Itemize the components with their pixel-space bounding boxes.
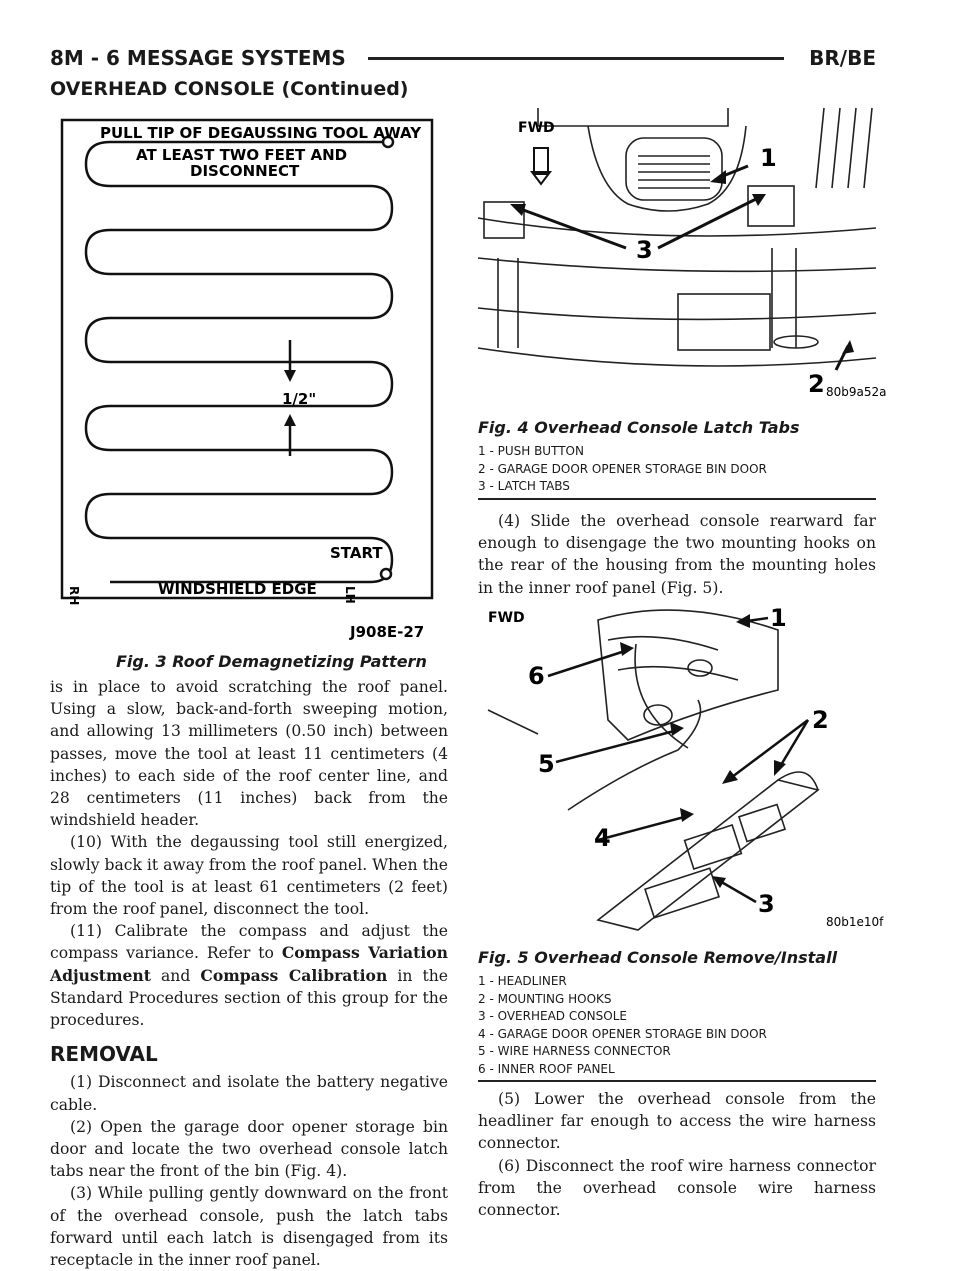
fig3-label-start: START [330, 544, 383, 562]
fig4-caption: Fig. 4 Overhead Console Latch Tabs [478, 418, 800, 437]
step-11-text-a: (11) Calibrate the compass and adjust the compass variance. Refer to [50, 922, 448, 963]
step-11-ref-variation: Compass Variation Adjustment [50, 943, 449, 985]
left-column-text [50, 676, 448, 1271]
removal-step-2: (2) Open the garage door opener storage bin door and locate the two overhead console latch tabs near the front of the bin (Fig. 4). [50, 1117, 448, 1181]
fig5-callout-2: 2 [812, 706, 829, 734]
fig5-legend [478, 973, 876, 1078]
fig5-illustration [478, 600, 884, 940]
step-11 [50, 920, 448, 1031]
fig3-label-rh: RH [67, 586, 81, 606]
step-5: (5) Lower the overhead console from the headliner far enough to access the wire harness connector. [478, 1090, 876, 1153]
step-4-text [478, 510, 876, 599]
fig5-code: 80b1e10f [826, 915, 884, 929]
step-10: (10) With the degaussing tool still energized, slowly back it away from the roof panel. When the tip of the tool is at least 61 centimeters (2 feet) from the roof panel, disconnect the tool. [50, 833, 448, 919]
fig4-illustration [478, 108, 887, 408]
page-label: 8M - 6 MESSAGE SYSTEMS [50, 46, 346, 70]
removal-step-3: (3) While pulling gently downward on the front of the overhead console, push the latch tabs forward until each latch is disengaged from its receptacle in the inner roof panel. [50, 1184, 448, 1270]
fig4-legend-item: 3 - LATCH TABS [478, 479, 570, 493]
fig4-code: 80b9a52a [826, 385, 887, 399]
removal-step-1: (1) Disconnect and isolate the battery negative cable. [50, 1073, 448, 1114]
fig5-caption: Fig. 5 Overhead Console Remove/Install [478, 948, 838, 967]
fig4-fwd-label: FWD [518, 120, 555, 136]
fig4-legend-item: 2 - GARAGE DOOR OPENER STORAGE BIN DOOR [478, 461, 767, 476]
fig3-diagram [50, 112, 460, 652]
step-6: (6) Disconnect the roof wire harness connector from the overhead console wire harness connector. [478, 1156, 876, 1220]
step-11-text-c: and [150, 966, 201, 985]
section-subtitle: OVERHEAD CONSOLE (Continued) [50, 78, 409, 100]
fig4-legend-item: 1 - PUSH BUTTON [478, 444, 584, 458]
page-header [50, 42, 876, 72]
fig3-label-lh: LH [343, 586, 357, 604]
header-rule [368, 57, 784, 60]
fig5-legend-item: 4 - GARAGE DOOR OPENER STORAGE BIN DOOR [478, 1026, 767, 1041]
step-11-text-e: in the Standard Procedures section of this group for the procedures. [50, 966, 448, 1030]
fig4-callout-1: 1 [760, 144, 777, 172]
fig5-callout-3: 3 [758, 890, 775, 918]
steps-5-6-text [478, 1088, 876, 1221]
figure-4 [478, 108, 887, 498]
fig3-label-half: 1/2" [282, 390, 317, 408]
fig5-callout-1: 1 [770, 604, 787, 632]
fig5-legend-item: 5 - WIRE HARNESS CONNECTOR [478, 1044, 671, 1058]
fig5-legend-item: 3 - OVERHEAD CONSOLE [478, 1009, 627, 1023]
figure-3 [50, 112, 460, 672]
fig4-legend [478, 443, 876, 496]
fig4-callout-2: 2 [808, 370, 825, 398]
fig4-rule [478, 498, 876, 500]
fig3-label-top1: PULL TIP OF DEGAUSSING TOOL AWAY [100, 124, 422, 142]
fig5-legend-item: 6 - INNER ROOF PANEL [478, 1061, 615, 1076]
fig3-label-top2: AT LEAST TWO FEET AND [136, 146, 348, 164]
figure-5 [478, 600, 884, 1080]
fig3-code: J908E-27 [350, 623, 425, 641]
fig5-legend-item: 1 - HEADLINER [478, 974, 567, 988]
fig5-callout-4: 4 [594, 824, 611, 852]
fig3-label-top3: DISCONNECT [190, 162, 300, 180]
fig5-fwd-label: FWD [488, 610, 525, 626]
fig5-callout-5: 5 [538, 750, 555, 778]
step-4: (4) Slide the overhead console rearward far enough to disengage the two mounting hooks on the rear of the housing from the mounting holes in the inner roof panel (Fig. 5). [478, 512, 876, 597]
removal-heading: REMOVAL [50, 1042, 158, 1067]
paragraph: is in place to avoid scratching the roof panel. Using a slow, back-and-forth sweeping motion, and allowing 13 millimeters (0.50 inch) between passes, move the tool at least 11 centimeters (4 inches) to each side of the roof center line, and 28 centimeters (11 inches) back from the windshield header. [50, 678, 448, 830]
fig3-caption: Fig. 3 Roof Demagnetizing Pattern [116, 652, 427, 671]
fig4-callout-3: 3 [636, 236, 653, 264]
model-code: BR/BE [809, 46, 876, 70]
step-11-ref-calibration: Compass Calibration [200, 965, 388, 985]
fig5-rule [478, 1080, 876, 1082]
fig3-label-bottom: WINDSHIELD EDGE [158, 580, 317, 598]
fig5-callout-6: 6 [528, 662, 545, 690]
fig5-legend-item: 2 - MOUNTING HOOKS [478, 991, 612, 1006]
